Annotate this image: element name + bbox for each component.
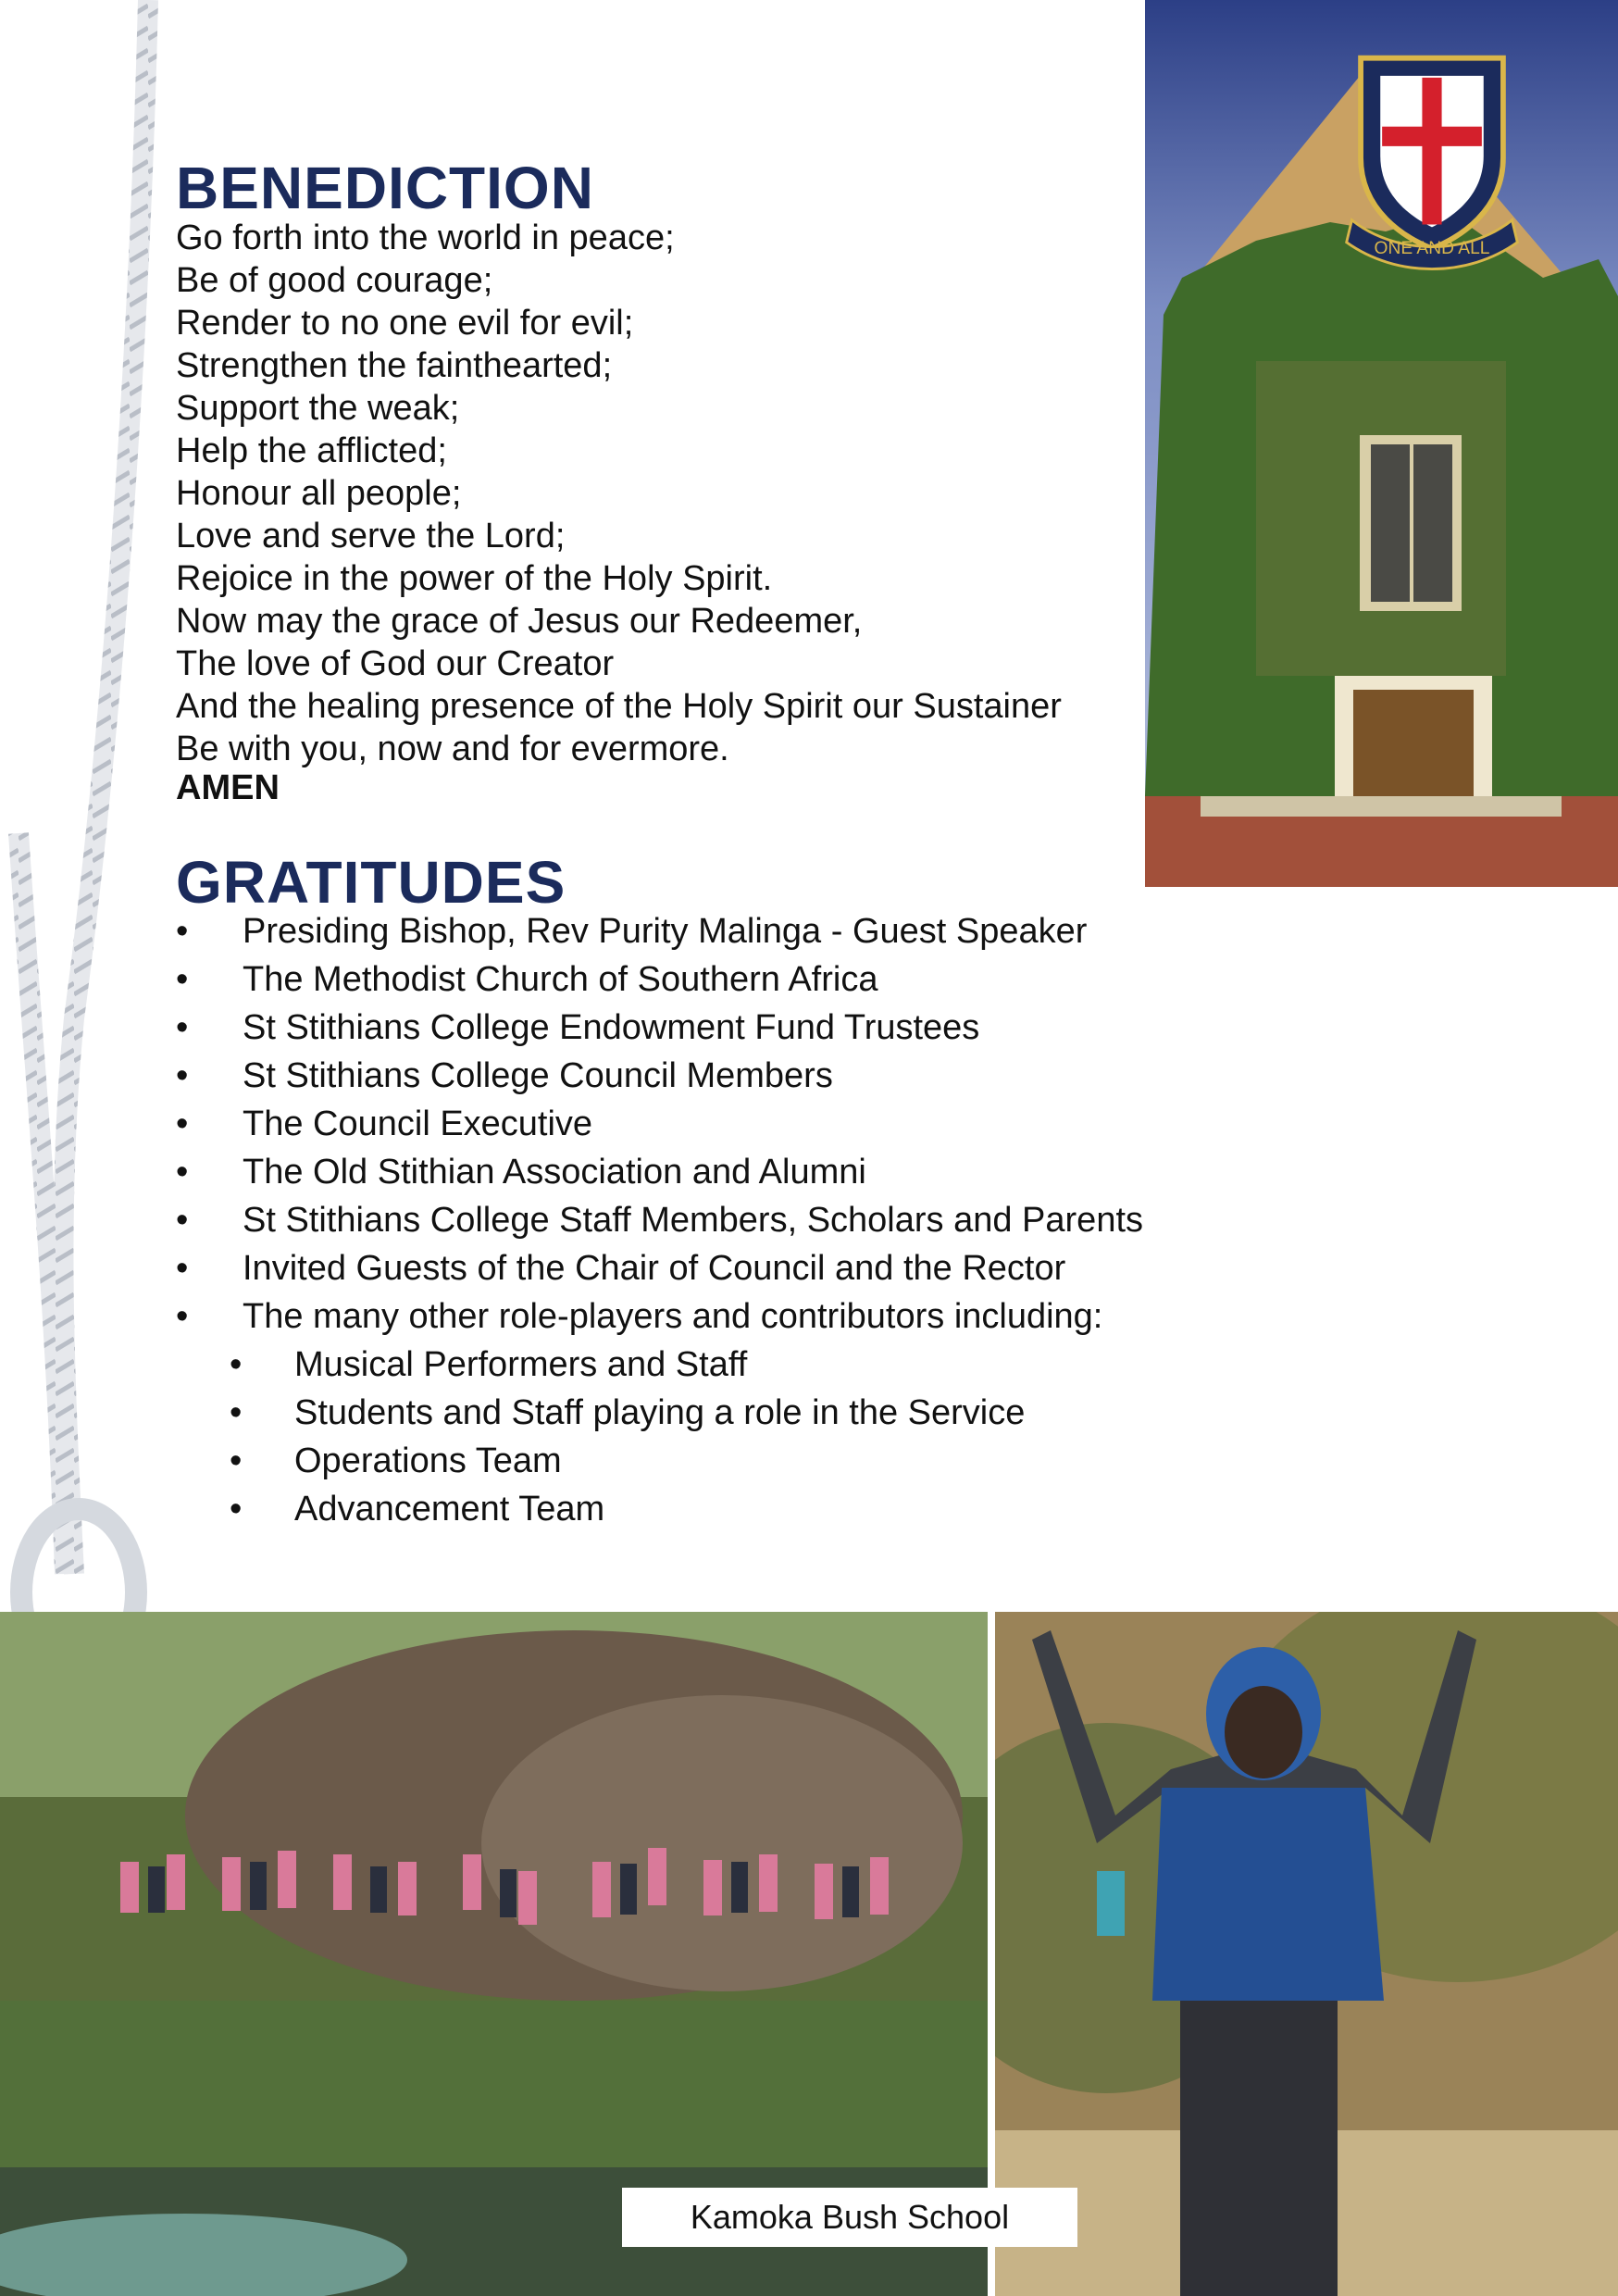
gratitude-sub-item: • Students and Staff playing a role in the Service — [230, 1389, 1143, 1437]
gratitude-item: • St Stithians College Staff Members, Scholars and Parents — [176, 1196, 1143, 1244]
benediction-line: Rejoice in the power of the Holy Spirit. — [176, 559, 773, 598]
gratitude-item: • The Methodist Church of Southern Africa — [176, 955, 1143, 1004]
benediction-line: Strengthen the fainthearted; — [176, 346, 613, 385]
benediction-line: Render to no one evil for evil; — [176, 304, 634, 343]
chapel-photo — [1145, 0, 1618, 887]
benediction-line: Go forth into the world in peace; — [176, 218, 675, 257]
gratitudes-list — [176, 907, 1143, 1533]
gratitude-sub-item: • Musical Performers and Staff — [230, 1341, 1143, 1389]
benediction-heading: BENEDICTION — [176, 155, 594, 221]
gratitude-item: • The Council Executive — [176, 1100, 1143, 1148]
gratitude-sub-item: • Operations Team — [230, 1437, 1143, 1485]
gratitudes-heading: GRATITUDES — [176, 849, 566, 916]
svg-text:ONE AND ALL: ONE AND ALL — [1374, 239, 1490, 259]
benediction-line: And the healing presence of the Holy Spirit our Sustainer — [176, 687, 1062, 726]
bush-school-hiker-photo — [995, 1612, 1618, 2296]
benediction-line: Love and serve the Lord; — [176, 517, 566, 555]
benediction-text — [176, 217, 1062, 770]
gratitude-item: • The Old Stithian Association and Alumni — [176, 1148, 1143, 1196]
photo-caption: Kamoka Bush School — [622, 2188, 1077, 2247]
benediction-line: Now may the grace of Jesus our Redeemer, — [176, 602, 863, 641]
gratitude-item: • St Stithians College Endowment Fund Trustees — [176, 1004, 1143, 1052]
benediction-line: Be with you, now and for evermore. — [176, 730, 729, 768]
crest-icon — [1339, 51, 1525, 282]
benediction-line: Honour all people; — [176, 474, 462, 513]
gratitude-sub-item: • Advancement Team — [230, 1485, 1143, 1533]
benediction-line: Be of good courage; — [176, 261, 493, 300]
gratitude-item: • Presiding Bishop, Rev Purity Malinga - Guest Speaker — [176, 907, 1143, 955]
amen-text: AMEN — [176, 768, 280, 807]
benediction-line: The love of God our Creator — [176, 644, 615, 683]
gratitude-item: • The many other role-players and contributors including: — [176, 1292, 1143, 1341]
benediction-line: Support the weak; — [176, 389, 460, 428]
benediction-line: Help the afflicted; — [176, 431, 447, 470]
gratitude-item: • Invited Guests of the Chair of Council and the Rector — [176, 1244, 1143, 1292]
gratitude-item: • St Stithians College Council Members — [176, 1052, 1143, 1100]
